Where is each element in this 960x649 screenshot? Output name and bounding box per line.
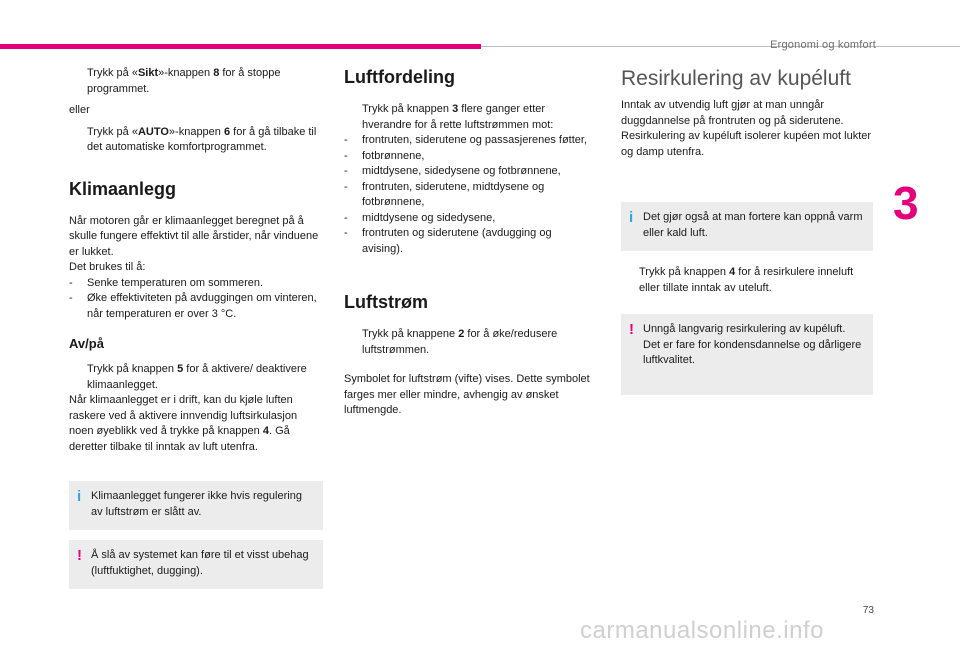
heading-luftstrom: Luftstrøm: [344, 292, 428, 312]
warning-icon: !: [77, 547, 82, 564]
page-number: 73: [862, 605, 874, 616]
info-note: i Det gjør også at man fortere kan oppnå varm eller kald luft.: [621, 202, 873, 251]
or-text: eller: [69, 104, 90, 116]
watermark: carmanualsonline.info: [580, 617, 824, 644]
header-accent-bar: [0, 44, 481, 49]
warning-icon: !: [629, 321, 634, 338]
distribution-list: [344, 133, 594, 257]
klima-intro: Når motoren går er klimaanlegget beregnet på å skulle fungere effektivt til alle årstider, når vinduene er lukket.: [69, 214, 319, 258]
instruction-auto-program: Trykk på «AUTO»-knappen 6 for å gå tilbake til det automatiske komfortprogrammet.: [87, 125, 317, 153]
list-item: - midtdysene og sidedysene,: [344, 211, 496, 224]
column-middle: [344, 66, 594, 425]
heading-resirkulering: Resirkulering av kupéluft: [621, 67, 851, 90]
fan-symbol-text: Symbolet for luftstrøm (vifte) vises. Dette symbolet farges mer eller mindre, avhengig av ønsket luftmengde.: [344, 373, 590, 416]
recirculation-intro: Inntak av utvendig luft gjør at man unngår duggdannelse på frontruten og på siderutene. Resirkulering av kupéluft isolerer kupéen mot lukter og damp utenfra.: [621, 99, 872, 158]
list-item: - Øke effektiviteten på avduggingen om vinteren, når temperaturen er over 3 °C.: [69, 292, 317, 320]
list-item: - Senke temperaturen om sommeren.: [69, 276, 264, 289]
instruction-stop-program: Trykk på «Sikt»-knappen 8 for å stoppe programmet.: [87, 67, 281, 95]
info-icon: i: [77, 488, 82, 505]
klima-usage-list: [69, 276, 323, 323]
list-item: - frontruten og siderutene (avdugging og avising).: [344, 227, 552, 255]
ac-cooling-tip: Når klimaanlegget er i drift, kan du kjøle luften raskere ved å aktivere innvendig luftsirkulasjon noen øyeblikk ved å trykke på knappen 4. Gå deretter tilbake til inntak av luft utenfra.: [69, 394, 298, 453]
header-rule: [481, 46, 960, 47]
info-note: i Klimaanlegget fungerer ikke hvis regulering av luftstrøm er slått av.: [69, 481, 323, 530]
klima-usage-intro: Det brukes til å:: [69, 261, 146, 273]
heading-luftfordeling: Luftfordeling: [344, 67, 455, 87]
column-right: [621, 66, 873, 395]
list-item: - fotbrønnene,: [344, 149, 425, 162]
list-item: - frontruten, siderutene, midtdysene og fotbrønnene,: [344, 180, 545, 208]
column-left: [69, 66, 323, 589]
instruction-toggle-ac: Trykk på knappen 5 for å aktivere/ deaktivere klimaanlegget.: [87, 363, 307, 391]
list-item: - midtdysene, sidedysene og fotbrønnene,: [344, 165, 561, 177]
warning-note: ! Unngå langvarig resirkulering av kupéluft. Det er fare for kondensdannelse og dårligere luftkvalitet.: [621, 314, 873, 395]
list-item: - frontruten, siderutene og passasjerenes føtter,: [344, 134, 588, 146]
instruction-air-distribution: Trykk på knappen 3 flere ganger etter hverandre for å rette luftstrømmen mot:: [362, 103, 554, 131]
info-icon: i: [629, 209, 634, 226]
heading-klimaanlegg: Klimaanlegg: [69, 178, 177, 199]
chapter-number: 3: [893, 177, 919, 229]
instruction-air-flow: Trykk på knappene 2 for å øke/redusere luftstrømmen.: [362, 328, 558, 356]
instruction-recirculate: Trykk på knappen 4 for å resirkulere inneluft eller tillate inntak av uteluft.: [639, 266, 854, 294]
heading-av-pa: Av/på: [69, 336, 104, 351]
warning-note: ! Å slå av systemet kan føre til et visst ubehag (luftfuktighet, dugging).: [69, 540, 323, 589]
section-title: Ergonomi og komfort: [770, 39, 876, 51]
